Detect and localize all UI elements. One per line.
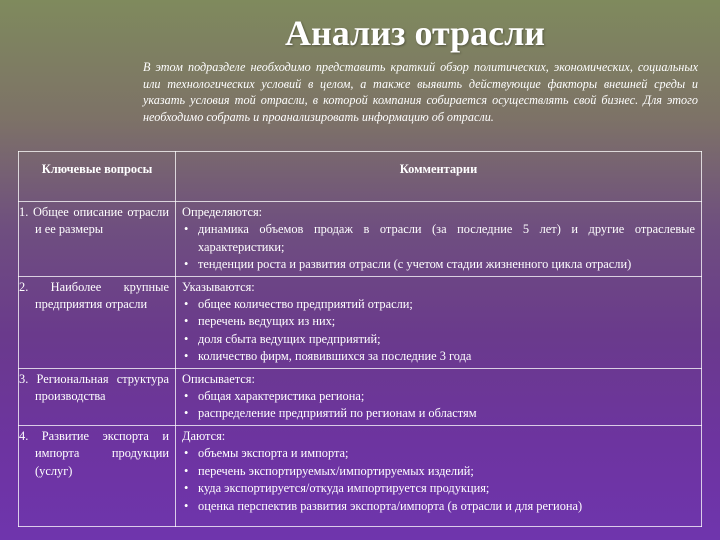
comment-lead: Даются: bbox=[182, 428, 226, 443]
list-item: • общая характеристика региона; bbox=[182, 388, 695, 405]
list-item: • оценка перспектив развития экспорта/импорта (в отрасли и для региона) bbox=[182, 498, 695, 515]
list-item: • распределение предприятий по регионам и областям bbox=[182, 405, 695, 422]
comment-list bbox=[182, 221, 695, 273]
list-item: • общее количество предприятий отрасли; bbox=[182, 296, 695, 313]
header-comments: Комментарии bbox=[176, 152, 702, 202]
comment-lead: Определяются: bbox=[182, 205, 263, 219]
comment-list bbox=[182, 388, 695, 423]
question-cell: 1. Общее описание отрасли и ее размеры bbox=[19, 202, 176, 277]
page-title: Анализ отрасли bbox=[285, 13, 546, 53]
comment-cell bbox=[176, 276, 702, 368]
list-item: • перечень ведущих из них; bbox=[182, 313, 695, 330]
analysis-table bbox=[18, 151, 702, 527]
question-cell: 2. Наиболее крупные предприятия отрасли bbox=[19, 276, 176, 368]
comment-list bbox=[182, 445, 695, 515]
list-item: • перечень экспортируемых/импортируемых изделий; bbox=[182, 463, 695, 480]
header-questions: Ключевые вопросы bbox=[19, 152, 176, 202]
list-item: • динамика объемов продаж в отрасли (за последние 5 лет) и другие отраслевые характеристики; bbox=[182, 221, 695, 256]
comment-cell bbox=[176, 425, 702, 526]
table-row bbox=[19, 368, 702, 425]
comment-lead: Описывается: bbox=[182, 371, 255, 386]
table-row bbox=[19, 202, 702, 277]
question-cell: 3. Региональная структура производства bbox=[19, 368, 176, 425]
list-item: • объемы экспорта и импорта; bbox=[182, 445, 695, 462]
comment-lead: Указываются: bbox=[182, 279, 255, 294]
list-item: • тенденции роста и развития отрасли (с учетом стадии жизненного цикла отрасли) bbox=[182, 256, 695, 273]
list-item: • доля сбыта ведущих предприятий; bbox=[182, 331, 695, 348]
intro-paragraph: В этом подразделе необходимо представить краткий обзор политических, экономических, социальных или технологических условий в целом, а также выявить действующие факторы внешней среды и указать условия той отрасли, в которой компания собирается осуществлять свой бизнес. Для этого необходимо собрать и проанализировать информацию об отрасли. bbox=[143, 60, 698, 124]
list-item: • количество фирм, появившихся за последние 3 года bbox=[182, 348, 695, 365]
title-area bbox=[0, 0, 720, 60]
list-item: • куда экспортируется/откуда импортируется продукция; bbox=[182, 480, 695, 497]
table-row bbox=[19, 276, 702, 368]
comment-list bbox=[182, 296, 695, 366]
question-cell: 4. Развитие экспорта и импорта продукции (услуг) bbox=[19, 425, 176, 526]
table-row bbox=[19, 425, 702, 526]
comment-cell bbox=[176, 368, 702, 425]
comment-cell bbox=[176, 202, 702, 277]
table-header-row bbox=[19, 152, 702, 202]
